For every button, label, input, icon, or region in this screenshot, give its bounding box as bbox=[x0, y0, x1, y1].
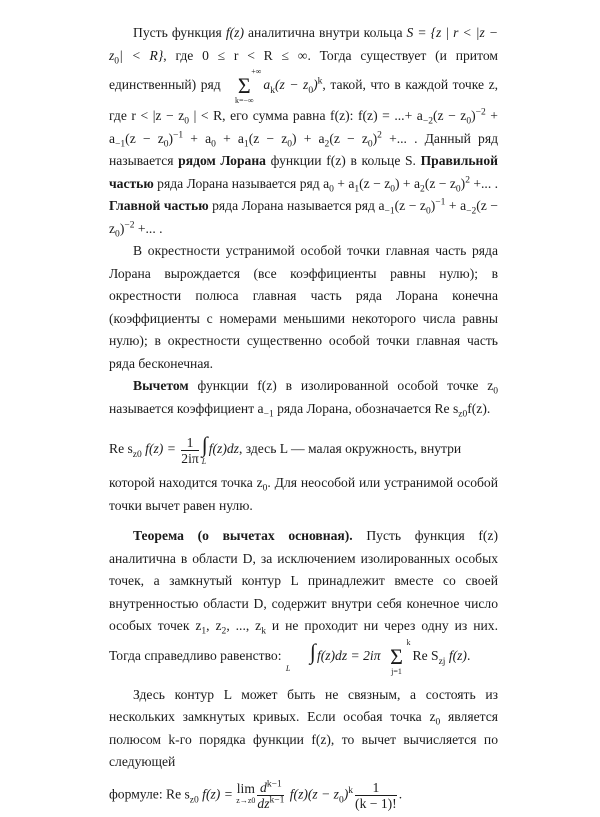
integral-sign: ∫ L bbox=[201, 432, 208, 466]
term-laurent-series: рядом Лорана bbox=[178, 153, 266, 168]
fraction-derivative: $\frac{d^{k-1}}{dz^{k-1}}$ bbox=[257, 778, 285, 811]
fraction-factorial: $\frac{1}{(k - 1)!}$ bbox=[355, 779, 397, 811]
page-content bbox=[109, 22, 498, 817]
term-principal-part: Главной частью bbox=[109, 198, 209, 213]
paragraph-principal-part-types: В окрестности устранимой особой точки главная часть ряда Лорана вырождается (все коэффициенты равны нулю); в окрестности полюса главная часть ряда Лорана конечна (коэффициенты с номерами меньшими некоторого числа равны нулю); в окрестности существенно особой точки главная часть ряда бесконечная. bbox=[109, 243, 498, 371]
paragraph-residue-definition: Вычетом функции f(z) в изолированной особой точке $z_0$ называется коэффициент $a_{-1}$ ряда Лорана, обозначается Re $s_{z0}f(z)$. bbox=[109, 378, 498, 420]
paragraph-residue-theorem: Теорема (о вычетах основная). Пусть функция f(z) аналитична в области D, за исключением изолированных особых точек, а замкнутый контур L принадлежит вместе со своей внутренностью области D, содержит внутри себя конечное число особых точек $z_1$, $z_2$, ..., $z_k$ и не проходит ни через одну из них. Тогда справедливо равенство: ∫ Lf(z)dz = 2iπk Σ j=1Re $S_{zj}$ f(z). bbox=[109, 528, 498, 676]
term-regular-part: Правильной частью bbox=[109, 153, 498, 191]
residue-sum-symbol: k Σ j=1 bbox=[390, 637, 411, 676]
formula-pole-residue: формуле: Re $s_{z0}$ f(z) = lim z→z0 $\frac{d^{k-1}}{dz^{k-1}}$ $f(z)(z - z_0)^k$ $\frac{1}{(k - 1)!}$ . bbox=[109, 778, 403, 811]
paragraph-removable-point: которой находится точка $z_0$. Для неособой или устранимой особой точки вычет равен нулю. bbox=[109, 475, 498, 513]
integral-sign: ∫ L bbox=[285, 638, 316, 673]
paragraph-pole-residue: Здесь контур L может быть не связным, а состоять из нескольких замкнутых кривых. Если особая точка $z_0$ является полюсом k-го порядка функции f(z), то вычет вычисляется по следующей bbox=[109, 686, 499, 769]
paragraph-laurent-series: Пусть функция f(z) аналитична внутри кольца S = {z | $r < |z - z_0| < R$}, где 0 ≤ r < R ≤ ∞. Тогда существует (и притом единственный) ряд +∞ Σ $k=-\infty a_k(z - z_0)^k$, такой, что в каждой точке z, где $r < |z - z_0$ | < R, его сумма равна f(z): f(z) = ...+ $a_{-2}(z - z_0)^{-2} + a_{-1}(z - z_0)^{-1} + a_0 + a_1(z - z_0) + a_2(z - z_0)^2$ +... . Данный ряд называется рядом Лорана функции f(z) в кольце S. Правильной частью ряда Лорана называется ряд $a_0 + a_1(z - z_0) + a_2(z - z_0)^2$ +... . Главной частью ряда Лорана называется ряд $a_{-1}(z - z_0)^{-1} + a_{-2}(z - z_0)^{-2}$ +... . bbox=[109, 25, 499, 240]
formula-residue-integral: Re $s_{z0}$ f(z) = $\frac{1}{2i\pi}$ ∫ Lf(z)dz, здесь L — малая окружность, внутри bbox=[109, 432, 462, 466]
term-residue: Вычетом bbox=[133, 378, 189, 393]
limit-operator: lim z→z0 bbox=[236, 781, 256, 805]
series-sum-symbol: +∞ Σ k=−∞ bbox=[234, 67, 262, 105]
fraction-one-over-2ipi: $\frac{1}{2i\pi}$ bbox=[181, 434, 199, 466]
term-theorem: Теорема (о вычетах основная). bbox=[133, 528, 353, 543]
